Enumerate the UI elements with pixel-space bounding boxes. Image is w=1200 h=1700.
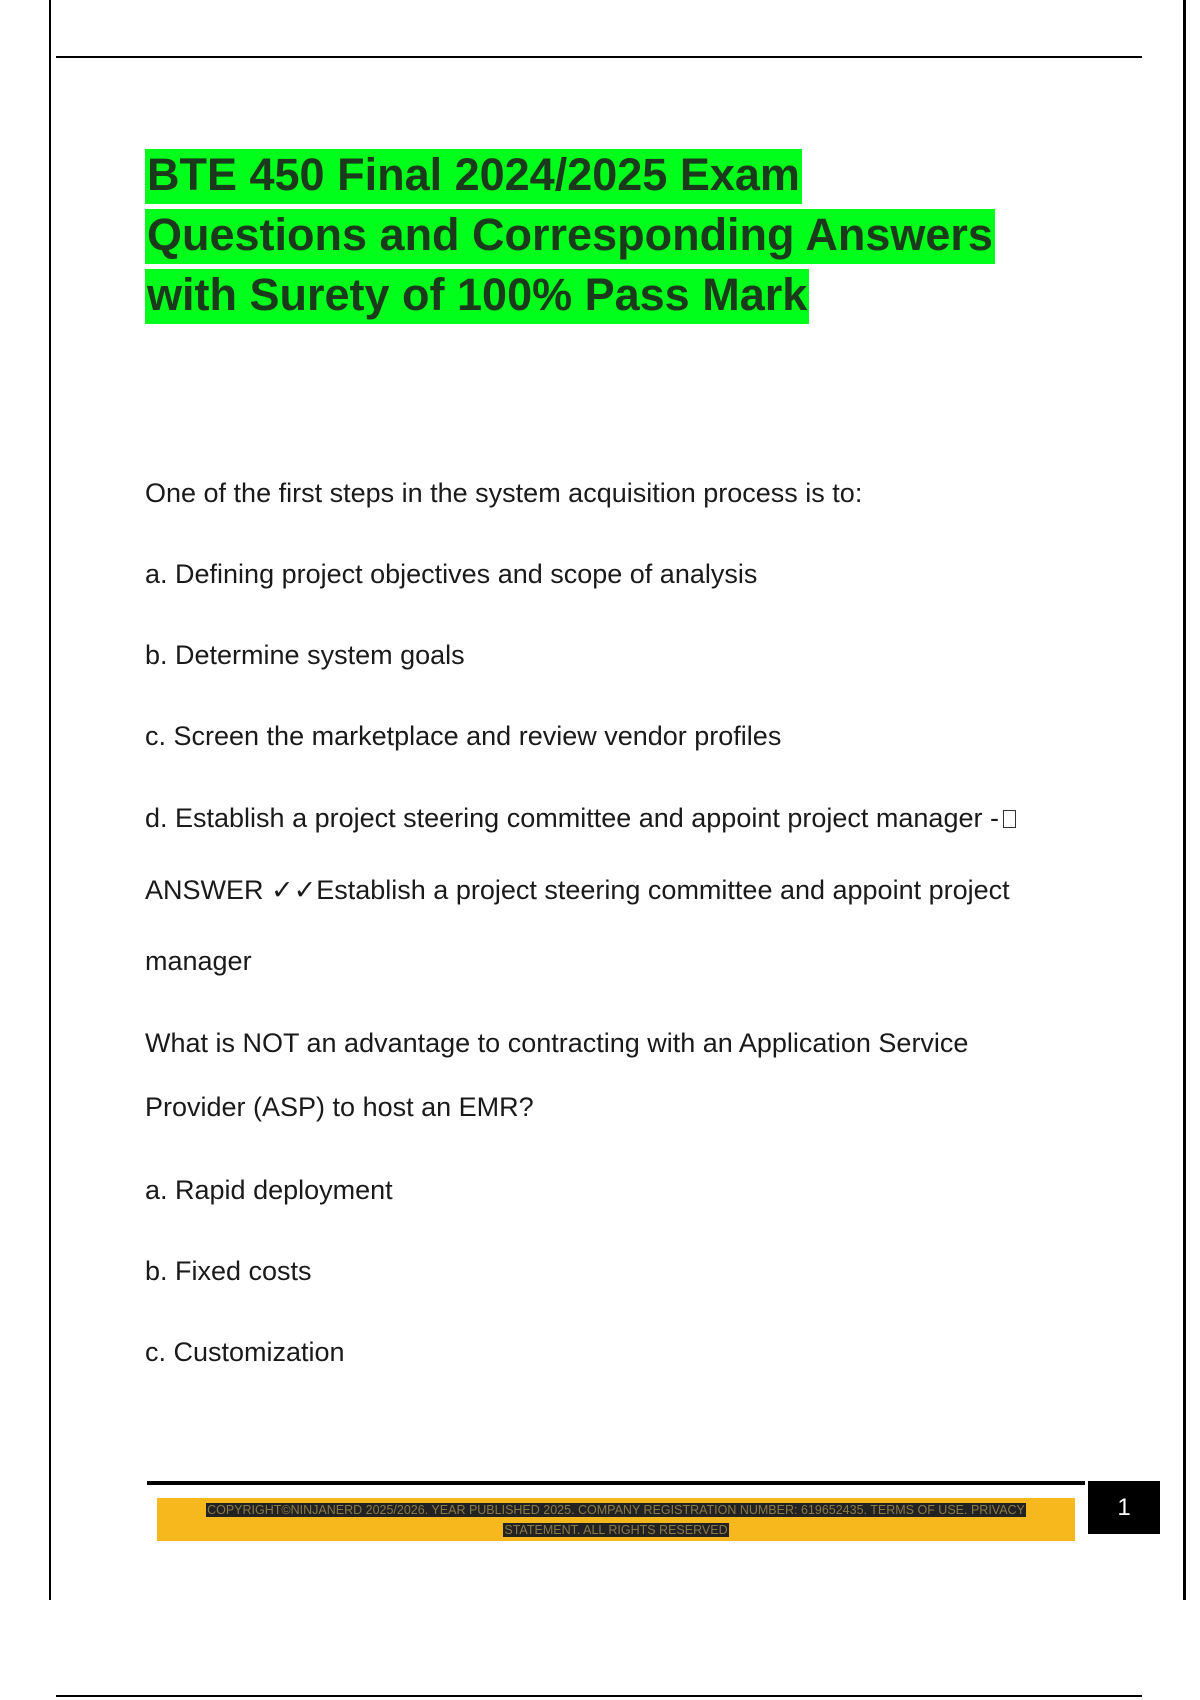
footer-copyright-line-2 xyxy=(157,1520,1075,1540)
question-1-option-a: a. Defining project objectives and scope of analysis xyxy=(145,559,758,589)
question-1-option-d: d. Establish a project steering committee and appoint project manager - xyxy=(145,803,999,833)
question-1-option-c: c. Screen the marketplace and review vendor profiles xyxy=(145,721,782,751)
title-line-3: with Surety of 100% Pass Mark xyxy=(145,269,809,324)
footer-copyright-text-2: STATEMENT. ALL RIGHTS RESERVED xyxy=(504,1523,728,1537)
page-border-right xyxy=(1183,0,1186,1600)
next-page-rule xyxy=(56,1695,1142,1697)
question-2-prompt-line-2: Provider (ASP) to host an EMR? xyxy=(145,1092,534,1122)
question-1-answer-line-2: manager xyxy=(145,946,252,976)
question-2-prompt-line-1: What is NOT an advantage to contracting with an Application Service xyxy=(145,1028,969,1058)
missing-glyph-icon xyxy=(1003,810,1016,828)
title-line-2: Questions and Corresponding Answers xyxy=(145,209,995,264)
footer-rule xyxy=(147,1481,1085,1485)
header-rule xyxy=(56,56,1142,58)
question-1-option-d-line xyxy=(145,803,1016,834)
document-title xyxy=(145,145,1085,325)
footer-copyright-text-1: COPYRIGHT©NINJANERD 2025/2026. YEAR PUBLISHED 2025. COMPANY REGISTRATION NUMBER: 619652435. TERMS OF USE. PRIVACY xyxy=(207,1503,1025,1517)
question-1-prompt: One of the first steps in the system acquisition process is to: xyxy=(145,478,863,508)
question-2-option-c: c. Customization xyxy=(145,1337,345,1367)
page-number: 1 xyxy=(1088,1481,1160,1534)
footer-copyright-line-1 xyxy=(157,1500,1075,1520)
question-2-option-a: a. Rapid deployment xyxy=(145,1175,393,1205)
page-border-left xyxy=(49,0,51,1600)
title-line-1: BTE 450 Final 2024/2025 Exam xyxy=(145,149,802,204)
question-1-answer-line-1: ANSWER ✓✓Establish a project steering committee and appoint project xyxy=(145,875,1010,905)
question-1-option-b: b. Determine system goals xyxy=(145,640,465,670)
question-2-option-b: b. Fixed costs xyxy=(145,1256,312,1286)
footer-copyright xyxy=(157,1500,1075,1540)
